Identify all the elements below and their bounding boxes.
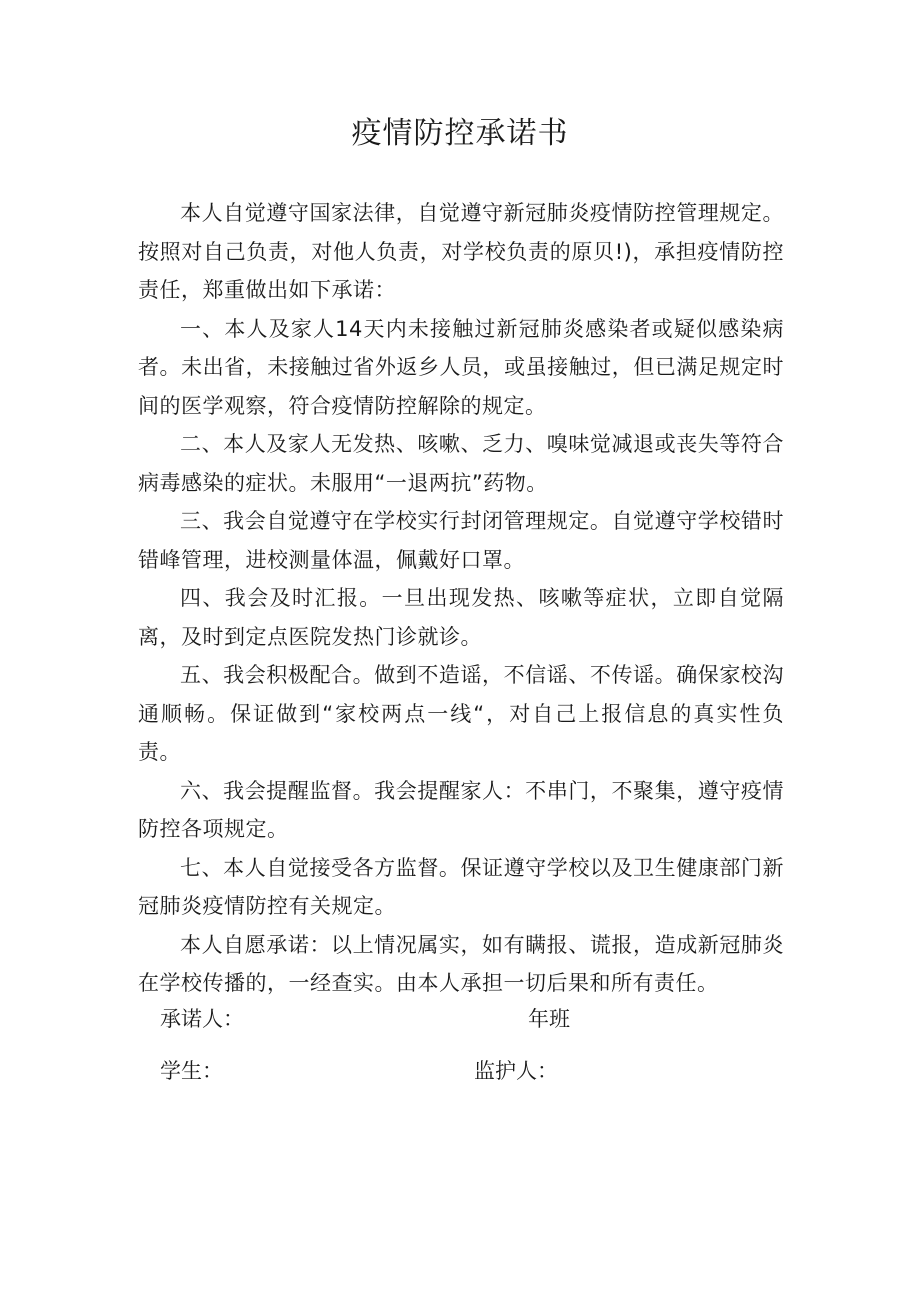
paragraph-item-6: 六、我会提醒监督。我会提醒家人：不串门，不聚集，遵守疫情防控各项规定。 — [138, 778, 784, 841]
student-label: 学生： — [160, 1059, 223, 1083]
document-body — [138, 194, 784, 1003]
promiser-label: 承诺人： — [160, 1007, 244, 1031]
paragraph-item-7: 七、本人自觉接受各方监督。保证遵守学校以及卫生健康部门新冠肺炎疫情防控有关规定。 — [138, 855, 784, 918]
paragraph-item-5: 五、我会积极配合。做到不造谣，不信谣、不传谣。确保家校沟通顺畅。保证做到“家校两点一线“，对自己上报信息的真实性负责。 — [138, 663, 784, 764]
class-label: 年班 — [528, 1007, 570, 1031]
paragraph-item-4: 四、我会及时汇报。一旦出现发热、咳嗽等症状，立即自觉隔离，及时到定点医院发热门诊就诊。 — [138, 586, 784, 649]
paragraph-intro: 本人自觉遵守国家法律，自觉遵守新冠肺炎疫情防控管理规定。按照对自己负责，对他人负责，对学校负责的原贝!)，承担疫情防控责任，郑重做出如下承诺： — [138, 201, 784, 302]
paragraph-item-2: 二、本人及家人无发热、咳嗽、乏力、嗅味觉减退或丧失等符合病毒感染的症状。未服用“一退两抗”药物。 — [138, 432, 784, 495]
document-title: 疫情防控承诺书 — [351, 116, 569, 151]
paragraph-item-3: 三、我会自觉遵守在学校实行封闭管理规定。自觉遵守学校错时错峰管理，进校测量体温，佩戴好口罩。 — [138, 509, 784, 572]
paragraph-item-1: 一、本人及家人14天内未接触过新冠肺炎感染者或疑似感染病者。未出省，未接触过省外返乡人员，或虽接触过，但已满足规定时间的医学观察，符合疫情防控解除的规定。 — [138, 316, 784, 418]
guardian-label: 监护人： — [474, 1059, 558, 1083]
paragraph-pledge: 本人自愿承诺：以上情况属实，如有瞒报、谎报，造成新冠肺炎在学校传播的，一经查实。由本人承担一切后果和所有责任。 — [138, 932, 784, 995]
